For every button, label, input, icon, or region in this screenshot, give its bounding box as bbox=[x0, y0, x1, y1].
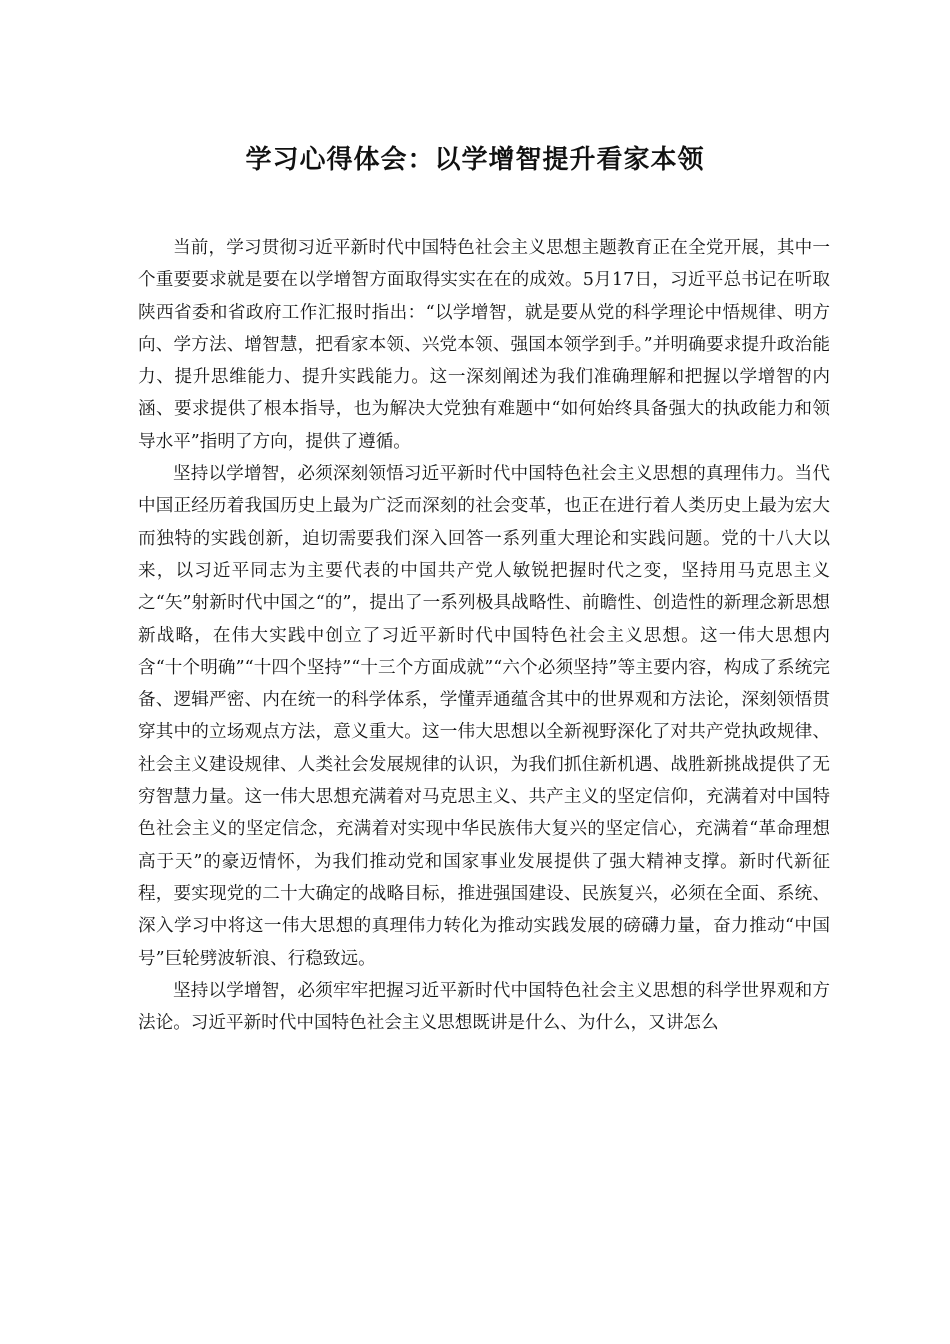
paragraph-1: 当前，学习贯彻习近平新时代中国特色社会主义思想主题教育正在全党开展，其中一个重要要求就是要在以学增智方面取得实实在在的成效。5月17日，习近平总书记在听取陕西省委和省政府工作汇报时指出：“以学增智，就是要从党的科学理论中悟规律、明方向、学方法、增智慧，把看家本领、兴党本领、强国本领学到手。”并明确要求提升政治能力、提升思维能力、提升实践能力。这一深刻阐述为我们准确理解和把握以学增智的内涵、要求提供了根本指导，也为解决大党独有难题中“如何始终具备强大的执政能力和领导水平”指明了方向，提供了遵循。 bbox=[138, 238, 830, 452]
document-title: 学习心得体会：以学增智提升看家本领 bbox=[245, 145, 705, 175]
paragraph-3: 坚持以学增智，必须牢牢把握习近平新时代中国特色社会主义思想的科学世界观和方法论。习近平新时代中国特色社会主义思想既讲是什么、为什么，又讲怎么 bbox=[138, 980, 830, 1034]
paragraph-2: 坚持以学增智，必须深刻领悟习近平新时代中国特色社会主义思想的真理伟力。当代中国正经历着我国历史上最为广泛而深刻的社会变革，也正在进行着人类历史上最为宏大而独特的实践创新，迫切需要我们深入回答一系列重大理论和实践问题。党的十八大以来，以习近平同志为主要代表的中国共产党人敏锐把握时代之变，坚持用马克思主义之“矢”射新时代中国之“的”，提出了一系列极具战略性、前瞻性、创造性的新理念新思想新战略，在伟大实践中创立了习近平新时代中国特色社会主义思想。这一伟大思想内含“十个明确”“十四个坚持”“十三个方面成就”“六个必须坚持”等主要内容，构成了系统完备、逻辑严密、内在统一的科学体系，学懂弄通蕴含其中的世界观和方法论，深刻领悟贯穿其中的立场观点方法，意义重大。这一伟大思想以全新视野深化了对共产党执政规律、社会主义建设规律、人类社会发展规律的认识，为我们抓住新机遇、战胜新挑战提供了无穷智慧力量。这一伟大思想充满着对马克思主义、共产主义的坚定信仰，充满着对中国特色社会主义的坚定信念，充满着对实现中华民族伟大复兴的坚定信心，充满着“革命理想高于天”的豪迈情怀，为我们推动党和国家事业发展提供了强大精神支撑。新时代新征程，要实现党的二十大确定的战略目标，推进强国建设、民族复兴，必须在全面、系统、深入学习中将这一伟大思想的真理伟力转化为推动实践发展的磅礴力量，奋力推动“中国号”巨轮劈波斩浪、行稳致远。 bbox=[138, 464, 830, 969]
document-body bbox=[138, 232, 830, 1039]
